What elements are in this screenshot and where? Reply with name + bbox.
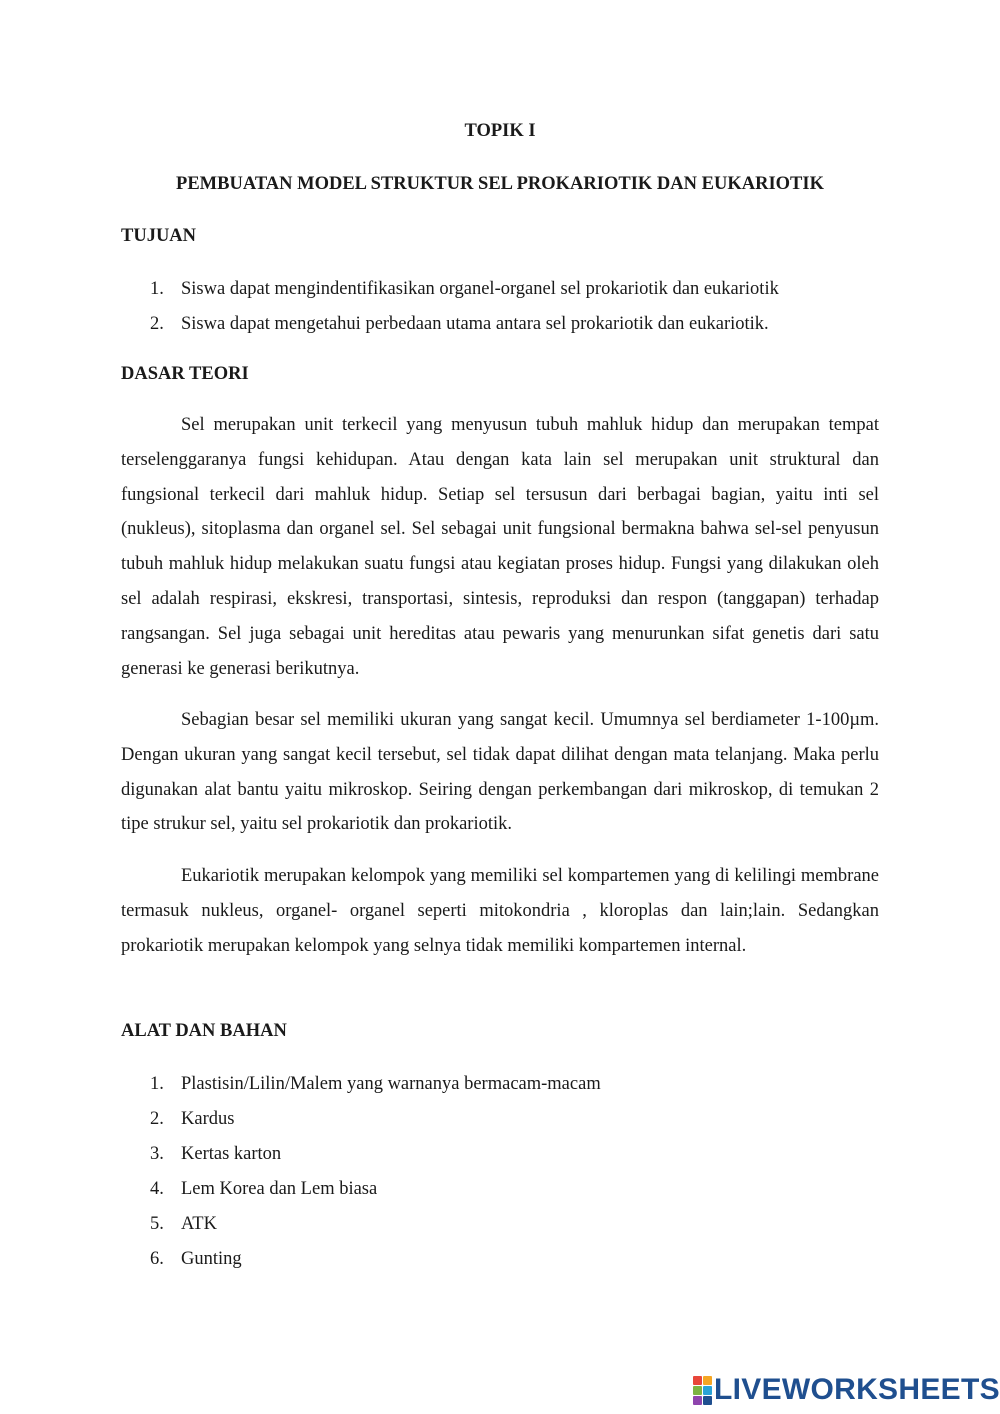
logo-text: LIVEWORKSHEETS: [714, 1373, 1000, 1406]
paragraph: Eukariotik merupakan kelompok yang memiliki sel kompartemen yang di kelilingi membrane termasuk nukleus, organel- organel seperti mitokondria , kloroplas dan lain;lain. Sedangkan prokariotik merupakan kelompok yang selnya tidak memiliki kompartemen internal.: [121, 866, 879, 956]
list-item: 4. Lem Korea dan Lem biasa: [150, 1179, 378, 1199]
list-item: 5. ATK: [150, 1214, 217, 1234]
list-item: 6. Gunting: [150, 1249, 242, 1269]
section-heading-tujuan: TUJUAN: [121, 226, 197, 246]
paragraph: Sel merupakan unit terkecil yang menyusun tubuh mahluk hidup dan merupakan tempat terselenggaranya fungsi kehidupan. Atau dengan kata lain sel merupakan unit struktural dan fungsional terkecil dari mahluk hidup. Setiap sel tersusun dari berbagai bagian, yaitu inti sel (nukleus), sitoplasma dan organel sel. Sel sebagai unit fungsional bermakna bahwa sel-sel penyusun tubuh mahluk hidup melakukan suatu fungsi atau kegiatan proses hidup. Fungsi yang dilakukan oleh sel adalah respirasi, ekskresi, transportasi, sintesis, reproduksi dan respon (tanggapan) terhadap rangsangan. Sel juga sebagai unit hereditas atau pewaris yang menurunkan sifat genetis dari satu generasi ke generasi berikutnya.: [121, 415, 879, 679]
liveworksheets-logo[interactable]: [693, 1372, 1000, 1408]
page-title: TOPIK I: [464, 121, 536, 141]
list-item: 3. Kertas karton: [150, 1144, 282, 1164]
paragraph: Sebagian besar sel memiliki ukuran yang sangat kecil. Umumnya sel berdiameter 1-100µm. Dengan ukuran yang sangat kecil tersebut, sel tidak dapat dilihat dengan mata telanjang. Maka perlu digunakan alat bantu yaitu mikroskop. Seiring dengan perkembangan dari mikroskop, di temukan 2 tipe strukur sel, yaitu sel prokariotik dan prokariotik.: [121, 710, 879, 835]
tujuan-list: [150, 278, 779, 348]
section-heading-dasar-teori: DASAR TEORI: [121, 364, 249, 384]
list-item: 2. Siswa dapat mengetahui perbedaan utama antara sel prokariotik dan eukariotik.: [150, 314, 769, 334]
list-item: 2. Kardus: [150, 1109, 235, 1129]
list-item: 1. Plastisin/Lilin/Malem yang warnanya bermacam-macam: [150, 1074, 601, 1094]
list-item: 1. Siswa dapat mengindentifikasikan organel-organel sel prokariotik dan eukariotik: [150, 279, 779, 299]
section-heading-alat-bahan: ALAT DAN BAHAN: [121, 1021, 287, 1041]
alat-bahan-list: [150, 1073, 601, 1283]
logo-square: [693, 1396, 702, 1405]
logo-square: [703, 1396, 712, 1405]
logo-square: [703, 1376, 712, 1385]
liveworksheets-logo-icon: [693, 1376, 711, 1404]
logo-square: [693, 1376, 702, 1385]
logo-square: [703, 1386, 712, 1395]
logo-square: [693, 1386, 702, 1395]
page-subtitle: PEMBUATAN MODEL STRUKTUR SEL PROKARIOTIK DAN EUKARIOTIK: [176, 174, 824, 194]
